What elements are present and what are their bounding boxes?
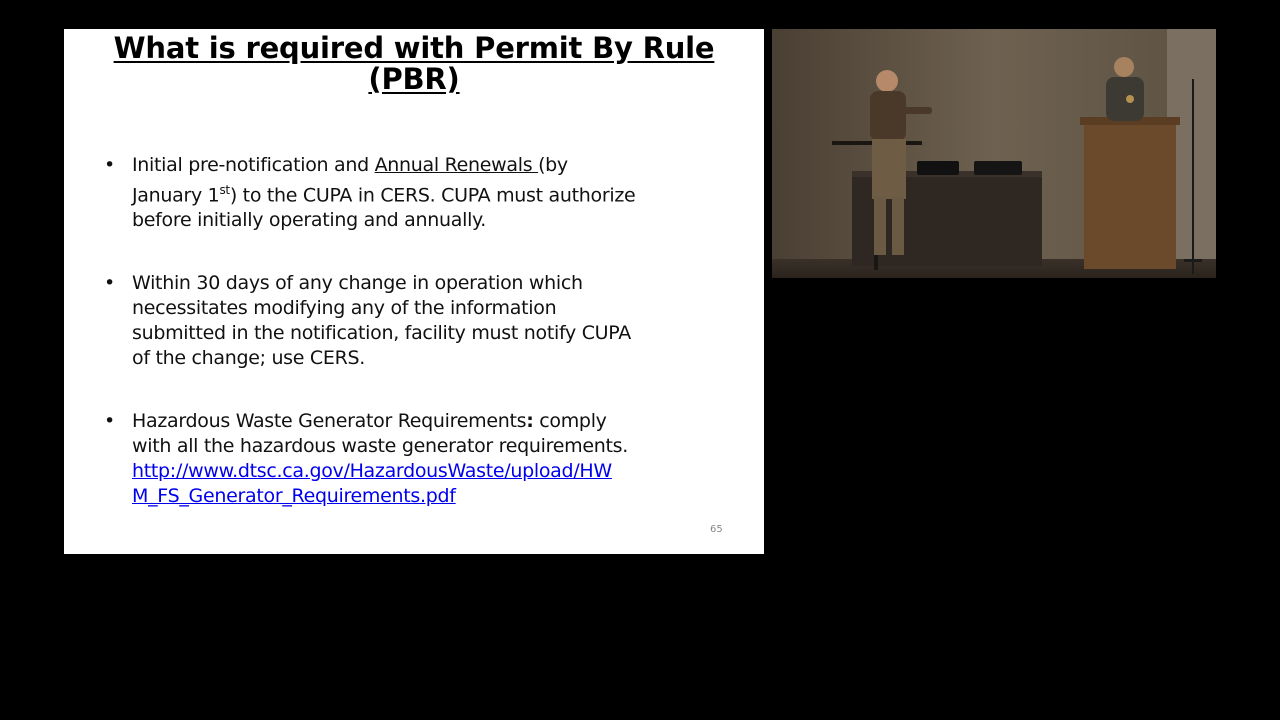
bullet-1-text-a: Initial pre-notification and: [132, 154, 375, 176]
bullet-3-text-b: comply: [533, 410, 607, 433]
presenters-video-feed: [772, 29, 1216, 278]
slide-title-line-2: (PBR): [368, 62, 460, 96]
slide-title-line-1: What is required with Permit By Rule: [113, 31, 715, 65]
slide-title: [84, 33, 744, 95]
bullet-3-line-1: [132, 409, 724, 434]
link-line-1[interactable]: http://www.dtsc.ca.gov/HazardousWaste/upload/HW: [132, 460, 612, 483]
bullet-1-text-d: ) to the CUPA in CERS. CUPA must authorize: [229, 184, 636, 207]
video-scene: [772, 29, 1216, 278]
laptop-2: [974, 161, 1022, 175]
bullet-1-text-b: (by: [538, 154, 568, 176]
podium: [1084, 121, 1176, 269]
bullet-1-line-2: [132, 178, 724, 208]
superscript-st: st: [219, 183, 230, 197]
bullet-2-line-4: of the change; use CERS.: [132, 347, 365, 370]
bullet-1-text-c: January 1: [132, 184, 220, 207]
bullet-item-generator-requirements: [104, 409, 724, 509]
generator-requirements-link[interactable]: [132, 459, 724, 509]
link-line-2[interactable]: M_FS_Generator_Requirements.pdf: [132, 485, 456, 508]
bullet-2-line-3: submitted in the notification, facility must notify CUPA: [132, 322, 631, 345]
bullet-icon: •: [104, 272, 115, 295]
mic-stand: [1192, 79, 1194, 274]
bullet-3-colon: :: [526, 410, 534, 433]
bullet-3-text-a: Hazardous Waste Generator Requirements: [132, 410, 527, 433]
laptop: [917, 161, 959, 175]
bullet-1-line-1: [132, 153, 724, 178]
annual-renewals-underlined: Annual Renewals: [374, 154, 539, 176]
bullet-2-line-1: Within 30 days of any change in operation which: [132, 272, 583, 295]
bullet-item-annual-renewals: [104, 153, 724, 233]
bullet-icon: •: [104, 410, 115, 433]
bullet-3-line-2: with all the hazardous waste generator requirements.: [132, 435, 628, 458]
bullet-list: [104, 153, 724, 509]
slide-page-number: 65: [710, 524, 723, 535]
bullet-2-line-2: necessitates modifying any of the information: [132, 297, 557, 320]
bullet-item-change-notification: [104, 271, 724, 371]
presentation-slide: [64, 29, 764, 554]
bullet-1-line-3: before initially operating and annually.: [132, 209, 487, 232]
bullet-icon: •: [104, 154, 115, 176]
